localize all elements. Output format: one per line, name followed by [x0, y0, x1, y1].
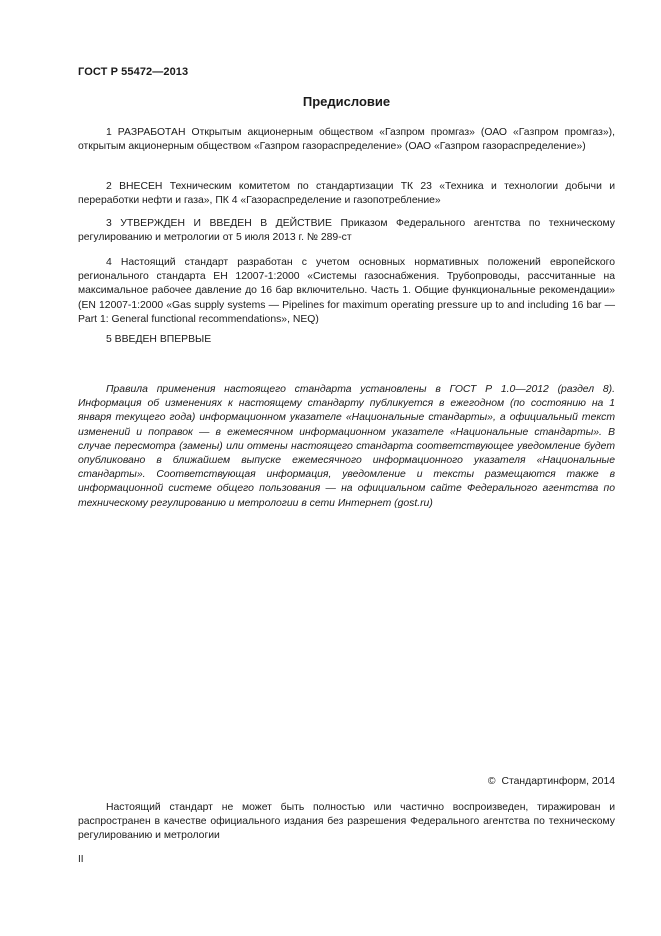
- copyright-text: Стандартинформ, 2014: [501, 776, 615, 787]
- page-number: II: [78, 854, 84, 865]
- copyright-line: [488, 776, 615, 787]
- copyright-icon: ©: [487, 776, 496, 787]
- foreword-item-3: 3 УТВЕРЖДЕН И ВВЕДЕН В ДЕЙСТВИЕ Приказом Федерального агентства по техническому регулированию и метрологии от 5 июля 2013 г. № 289-ст: [78, 218, 615, 244]
- foreword-item-5: 5 ВВЕДЕН ВПЕРВЫЕ: [106, 334, 212, 345]
- application-notice: Правила применения настоящего стандарта установлены в ГОСТ Р 1.0—2012 (раздел 8). Информация об изменениях к настоящему стандарту публикуется в ежегодном (по состоянию на 1 января текущего года) информационном указателе «Национальные стандарты», а официальный текст изменений и поправок — в ежемесячном информационном указателе «Национальные стандарты». В случае пересмотра (замены) или отмены настоящего стандарта соответствующее уведомление будет опубликовано в ближайшем выпуске ежемесячного информационного указателя «Национальные стандарты». Соответствующая информация, уведомление и тексты размещаются также в информационной системе общего пользования — на официальном сайте Федерального агентства по техническому регулированию и метрологии в сети Интернет (gost.ru): [78, 384, 615, 509]
- foreword-item-1: 1 РАЗРАБОТАН Открытым акционерным обществом «Газпром промгаз» (ОАО «Газпром промгаз»), открытым акционерным обществом «Газпром газораспределение» (ОАО «Газпром газораспределение»): [78, 127, 615, 153]
- foreword-item-4: 4 Настоящий стандарт разработан с учетом основных нормативных положений европейского регионального стандарта ЕН 12007-1:2000 «Системы газоснабжения. Трубопроводы, рассчитанные на максимальное рабочее давление до 16 бар включительно. Часть 1. Общие функциональные рекомендации» (EN 12007-1:2000 «Gas supply systems — Pipelines for maximum operating pressure up to and including 16 bar — Part 1: General functional recommendations», NEQ): [78, 257, 615, 325]
- foreword-item-2: 2 ВНЕСЕН Техническим комитетом по стандартизации ТК 23 «Техника и технологии добычи и переработки нефти и газа», ПК 4 «Газораспределение и газопотребление»: [78, 181, 615, 207]
- rights-notice: Настоящий стандарт не может быть полностью или частично воспроизведен, тиражирован и распространен в качестве официального издания без разрешения Федерального агентства по техническому регулированию и метрологии: [78, 802, 615, 842]
- page-title: Предисловие: [302, 94, 391, 109]
- document-code: ГОСТ Р 55472—2013: [78, 66, 189, 78]
